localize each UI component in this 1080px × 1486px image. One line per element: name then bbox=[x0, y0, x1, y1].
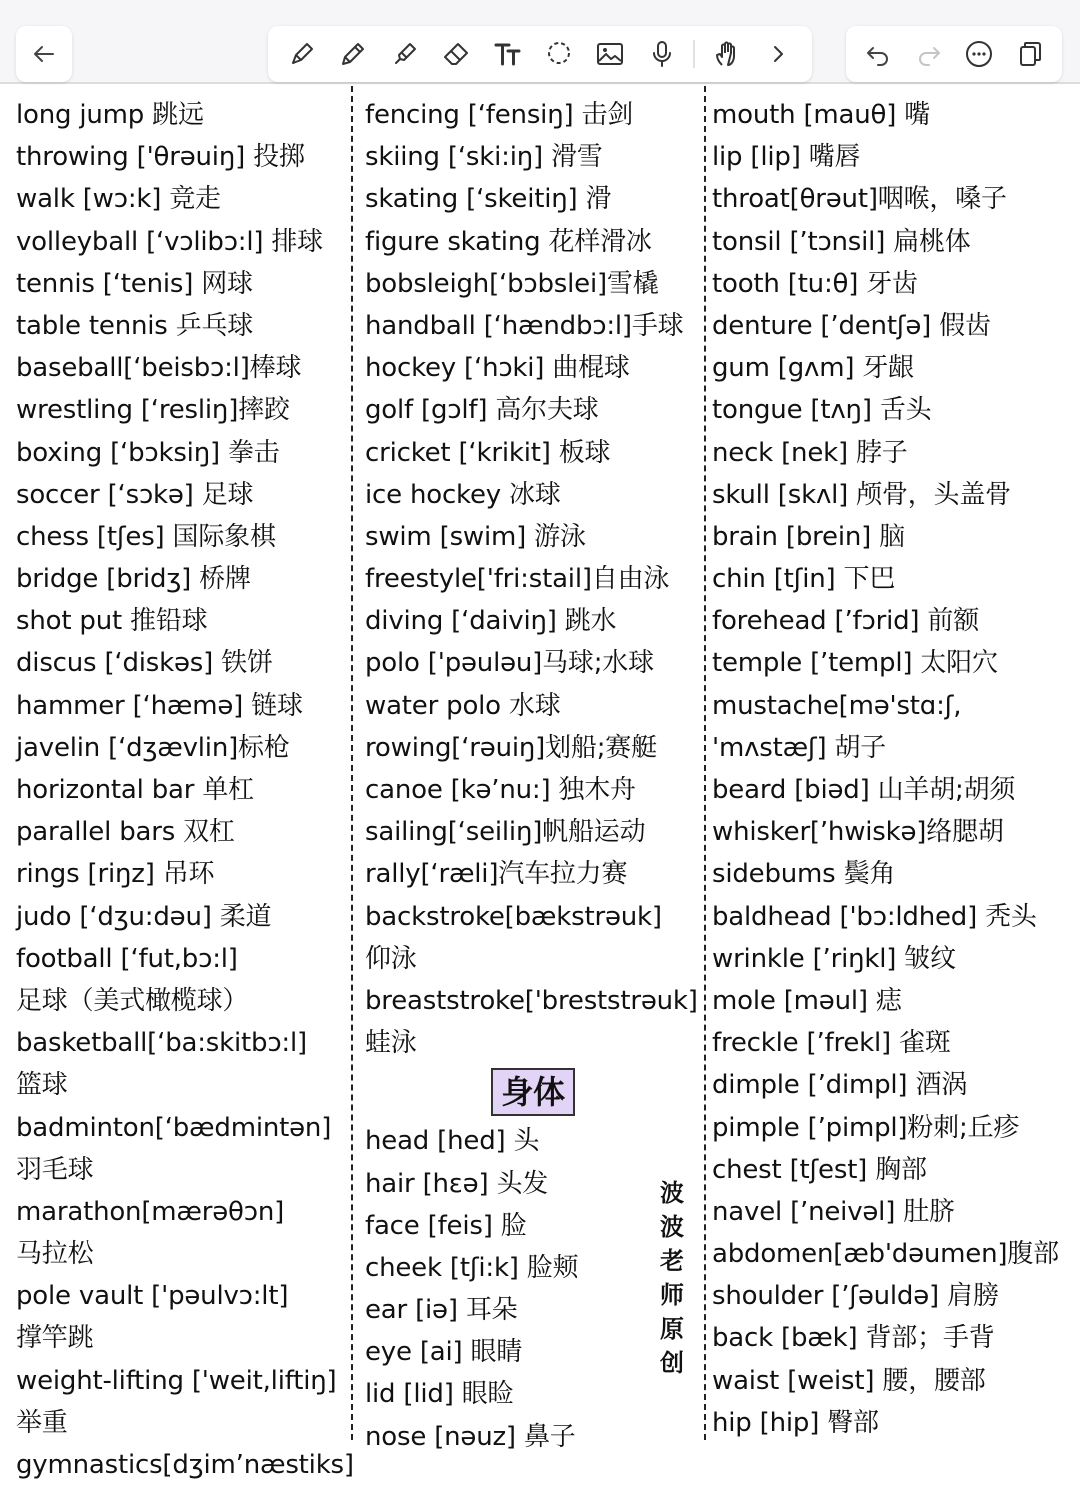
more-icon bbox=[964, 39, 994, 69]
vocab-entry: freestyle['fri:stail]自由泳 bbox=[365, 564, 670, 595]
pen-tool-button[interactable] bbox=[282, 34, 322, 74]
vocab-column-sports-body bbox=[365, 94, 701, 1458]
tool-palette bbox=[268, 26, 812, 82]
vocab-entry: fencing [‘fensiŋ] 击剑 bbox=[365, 100, 634, 130]
vocab-entry: golf [gɔlf] 高尔夫球 bbox=[365, 395, 599, 426]
column-divider bbox=[351, 86, 353, 1440]
vocab-entry: skiing [‘ski:iŋ] 滑雪 bbox=[365, 142, 603, 173]
vocab-entry: waist [weist] 腰，腰部 bbox=[712, 1365, 986, 1396]
vocab-entry: breaststroke['breststrəuk] bbox=[365, 985, 698, 1016]
vocab-entry: bridge [bridʒ] 桥牌 bbox=[16, 564, 251, 595]
eraser-tool-button[interactable] bbox=[436, 34, 476, 74]
vocab-entry: denture [’dentʃə] 假齿 bbox=[712, 310, 991, 341]
vocab-entry: brain [brein] 脑 bbox=[712, 521, 905, 552]
vocab-entry: rings [riŋz] 吊环 bbox=[16, 859, 215, 890]
vocab-entry: chess [tʃes] 国际象棋 bbox=[16, 521, 276, 552]
vocab-entry: forehead [’fɔrid] 前额 bbox=[712, 606, 980, 637]
back-arrow-icon bbox=[29, 39, 59, 69]
vocab-entry: parallel bars 双杠 bbox=[16, 817, 235, 848]
vocab-entry: 仰泳 bbox=[365, 943, 417, 974]
image-tool-button[interactable] bbox=[590, 34, 630, 74]
vocab-entry: table tennis 乒乓球 bbox=[16, 310, 254, 341]
vocab-entry: basketball[‘ba:skitbɔ:l] bbox=[16, 1028, 307, 1059]
vocab-entry: bobsleigh[‘bɔbslei]雪橇 bbox=[365, 268, 659, 299]
author-watermark: 波波老师原创 bbox=[660, 1179, 684, 1377]
vocab-entry: tooth [tu:θ] 牙齿 bbox=[712, 268, 918, 299]
section-heading-body: 身体 bbox=[491, 1068, 575, 1116]
vocab-entry: freckle [’frekl] 雀斑 bbox=[712, 1028, 951, 1059]
vocab-entry: sidebums 鬓角 bbox=[712, 859, 896, 890]
vocab-entry: rally[‘ræli]汽车拉力赛 bbox=[365, 859, 628, 890]
more-options-button[interactable] bbox=[959, 34, 999, 74]
vocab-entry: shot put 推铅球 bbox=[16, 606, 208, 637]
highlighter-tool-button[interactable] bbox=[385, 34, 425, 74]
redo-button[interactable] bbox=[909, 34, 949, 74]
back-button[interactable] bbox=[24, 34, 64, 74]
vocab-entry: temple [’templ] 太阳穴 bbox=[712, 648, 998, 679]
vocab-entry: backstroke[bækstrəuk] bbox=[365, 901, 662, 932]
vocab-entry: lip [lip] 嘴唇 bbox=[712, 142, 861, 173]
vocab-entry: chin [tʃin] 下巴 bbox=[712, 564, 896, 595]
vocab-entry: water polo 水球 bbox=[365, 690, 561, 721]
vocab-entry: marathon[mærəθɔn] bbox=[16, 1196, 285, 1227]
vocab-entry: lid [lid] 眼睑 bbox=[365, 1379, 514, 1410]
vocab-entry: handball [‘hændbɔ:l]手球 bbox=[365, 310, 684, 341]
vocab-entry: walk [wɔ:k] 竞走 bbox=[16, 184, 221, 215]
vocab-entry: dimple [’dimpl] 酒涡 bbox=[712, 1070, 968, 1101]
lasso-tool-button[interactable] bbox=[539, 34, 579, 74]
vocab-entry: hip [hip] 臀部 bbox=[712, 1407, 879, 1438]
vocab-column-body bbox=[712, 94, 1074, 1444]
vocab-entry: 马拉松 bbox=[16, 1239, 94, 1270]
vocab-entry: pole vault ['pəulvɔ:lt] bbox=[16, 1281, 289, 1312]
vocab-entry: neck [nek] 脖子 bbox=[712, 437, 908, 468]
vocab-entry: diving [‘daiviŋ] 跳水 bbox=[365, 606, 617, 637]
vocab-entry: mole [məul] 痣 bbox=[712, 985, 902, 1016]
vocab-entry: mustache[mə'stɑ:ʃ, bbox=[712, 690, 962, 721]
vocab-entry: shoulder [’ʃəuldə] 肩膀 bbox=[712, 1281, 999, 1312]
text-tool-icon bbox=[493, 39, 523, 69]
vocab-entry: canoe [kə’nu:] 独木舟 bbox=[365, 775, 636, 805]
more-tools-button[interactable] bbox=[758, 34, 798, 74]
gesture-tool-button[interactable] bbox=[707, 34, 747, 74]
vocab-entry: 蛙泳 bbox=[365, 1028, 417, 1059]
vocab-entry: hockey [‘hɔki] 曲棍球 bbox=[365, 353, 630, 384]
redo-icon bbox=[914, 39, 944, 69]
vocab-entry: eye [ai] 眼睛 bbox=[365, 1337, 523, 1368]
vocab-entry: football [‘fut,bɔ:l] bbox=[16, 943, 238, 974]
vocab-entry: baseball[‘beisbɔ:l]棒球 bbox=[16, 353, 302, 384]
vocab-column-sports bbox=[16, 94, 354, 1486]
vocab-entry: ear [iə] 耳朵 bbox=[365, 1295, 518, 1326]
toolbar-right-group bbox=[846, 26, 1062, 82]
vocab-entry: rowing[‘rəuiŋ]划船;赛艇 bbox=[365, 732, 657, 763]
vocab-entry: skull [skʌl] 颅骨，头盖骨 bbox=[712, 479, 1011, 510]
vocab-entry: tennis [‘tenis] 网球 bbox=[16, 268, 253, 299]
vocab-entry: abdomen[æb'dəumen]腹部 bbox=[712, 1239, 1059, 1270]
image-icon bbox=[595, 39, 625, 69]
vocab-entry: mouth [mauθ] 嘴 bbox=[712, 100, 931, 130]
vocab-entry: 羽毛球 bbox=[16, 1154, 94, 1185]
vocab-entry: throwing ['θrəuiŋ] 投掷 bbox=[16, 142, 305, 173]
column-divider bbox=[704, 86, 706, 1440]
vocab-entry: figure skating 花样滑冰 bbox=[365, 226, 652, 257]
vocab-entry: baldhead ['bɔ:ldhed] 秃头 bbox=[712, 901, 1037, 932]
vocab-entry: throat[θrəut]咽喉，嗓子 bbox=[712, 184, 1007, 215]
vocab-entry: 篮球 bbox=[16, 1070, 68, 1101]
vocab-entry: skating [‘skeitiŋ] 滑 bbox=[365, 184, 612, 215]
vocab-entry: face [feis] 脸 bbox=[365, 1210, 527, 1241]
vocab-entry: sailing[‘seiliŋ]帆船运动 bbox=[365, 817, 646, 848]
pencil-tool-button[interactable] bbox=[333, 34, 373, 74]
pages-button[interactable] bbox=[1010, 34, 1050, 74]
vocab-entry: navel [’neivəl] 肚脐 bbox=[712, 1196, 955, 1227]
note-page[interactable] bbox=[0, 86, 1080, 1480]
vocab-entry: gymnastics[dʒim’næstiks] bbox=[16, 1450, 354, 1480]
vocab-entry: 撑竿跳 bbox=[16, 1323, 94, 1354]
vocab-entry: swim [swim] 游泳 bbox=[365, 521, 586, 552]
vocab-entry: 举重 bbox=[16, 1407, 68, 1438]
vocab-entry: long jump 跳远 bbox=[16, 100, 204, 130]
chevron-right-icon bbox=[763, 39, 793, 69]
vocab-entry: hammer [‘hæmə] 链球 bbox=[16, 690, 303, 721]
vocab-entry: beard [biəd] 山羊胡;胡须 bbox=[712, 775, 1016, 805]
vocab-entry: volleyball [‘vɔlibɔ:l] 排球 bbox=[16, 226, 323, 257]
vocab-entry: 足球（美式橄榄球） bbox=[16, 985, 249, 1016]
vocab-entry: wrinkle [’riŋkl] 皱纹 bbox=[712, 943, 956, 974]
vocab-entry: tongue [tʌŋ] 舌头 bbox=[712, 395, 932, 426]
lasso-icon bbox=[544, 39, 574, 69]
vocab-entry: chest [tʃest] 胸部 bbox=[712, 1154, 927, 1185]
vocab-entry: 'mʌstæʃ] 胡子 bbox=[712, 732, 887, 763]
vocab-entry: tonsil [’tɔnsil] 扁桃体 bbox=[712, 226, 971, 257]
vocab-entry: boxing [‘bɔksiŋ] 拳击 bbox=[16, 437, 280, 468]
section-heading-wrap bbox=[365, 1064, 701, 1120]
eraser-icon bbox=[441, 39, 471, 69]
vocab-entry: head [hed] 头 bbox=[365, 1126, 540, 1157]
undo-button[interactable] bbox=[858, 34, 898, 74]
vocab-entry: wrestling [‘resliŋ]摔跤 bbox=[16, 395, 290, 426]
pencil-icon bbox=[338, 39, 368, 69]
vocab-entry: hair [hεə] 头发 bbox=[365, 1168, 549, 1199]
pages-icon bbox=[1015, 39, 1045, 69]
vocab-entry: soccer [‘sɔkə] 足球 bbox=[16, 479, 254, 510]
undo-icon bbox=[863, 39, 893, 69]
vocab-entry: judo [‘dʒu:dəu] 柔道 bbox=[16, 901, 272, 932]
pen-icon bbox=[287, 39, 317, 69]
toolbar-separator bbox=[693, 40, 695, 68]
hand-gesture-icon bbox=[712, 39, 742, 69]
highlighter-icon bbox=[390, 39, 420, 69]
vocab-entry: javelin [‘dʒævlin]标枪 bbox=[16, 732, 290, 763]
vocab-entry: weight-lifting ['weit,liftiŋ] bbox=[16, 1365, 337, 1396]
toolbar-left-group bbox=[16, 26, 72, 82]
microphone-icon bbox=[647, 39, 677, 69]
vocab-entry: polo ['pəuləu]马球;水球 bbox=[365, 648, 654, 679]
vocab-entry: whisker[’hwiskə]络腮胡 bbox=[712, 817, 1004, 848]
vocab-entry: cheek [tʃi:k] 脸颊 bbox=[365, 1252, 579, 1283]
vocab-entry: discus [‘diskəs] 铁饼 bbox=[16, 648, 273, 679]
vocab-entry: gum [gʌm] 牙龈 bbox=[712, 353, 914, 384]
vocab-entry: cricket [‘krikit] 板球 bbox=[365, 437, 611, 468]
vocab-entry: badminton[‘bædmintən] bbox=[16, 1112, 332, 1143]
text-tool-button[interactable] bbox=[488, 34, 528, 74]
vocab-entry: ice hockey 冰球 bbox=[365, 479, 561, 510]
top-toolbar bbox=[0, 0, 1080, 84]
vocab-entry: pimple [’pimpl]粉刺;丘疹 bbox=[712, 1112, 1020, 1143]
vocab-entry: nose [nəuz] 鼻子 bbox=[365, 1421, 576, 1452]
vocab-entry: horizontal bar 单杠 bbox=[16, 775, 254, 805]
record-audio-button[interactable] bbox=[642, 34, 682, 74]
vocab-entry: back [bæk] 背部；手背 bbox=[712, 1323, 995, 1354]
